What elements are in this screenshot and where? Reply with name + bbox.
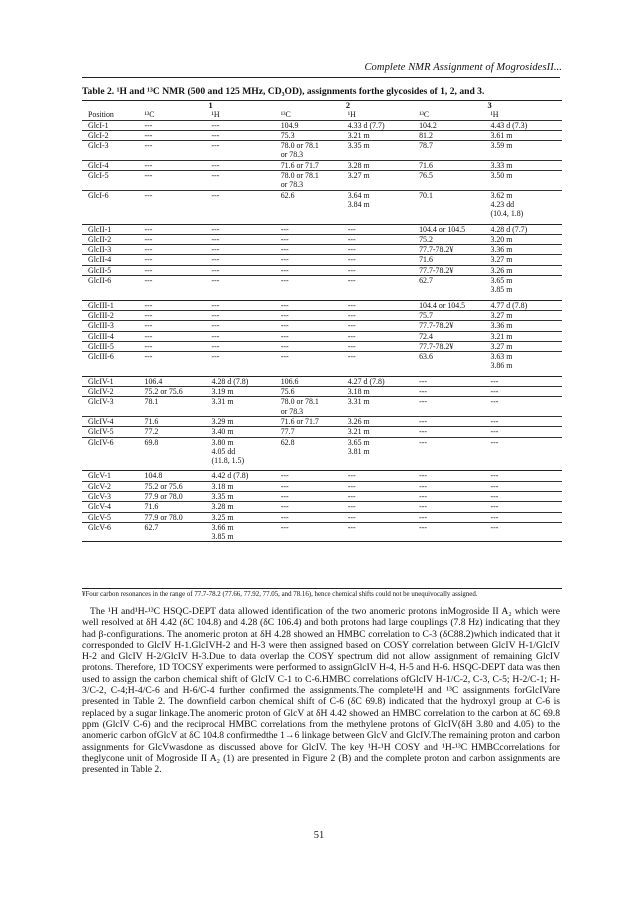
cell-h-1: --- bbox=[210, 300, 279, 310]
cell-c-1: 71.6 bbox=[143, 416, 210, 426]
cell-h-3: --- bbox=[488, 491, 562, 501]
cell-position: GlcIII-5 bbox=[82, 341, 143, 351]
cell-c-1: 75.2 or 75.6 bbox=[143, 481, 210, 491]
cell-position: GlcI-6 bbox=[82, 190, 143, 218]
table-row bbox=[82, 141, 562, 161]
table-row bbox=[82, 522, 562, 542]
cell-h-3: 3.36 m bbox=[488, 245, 562, 255]
table-row bbox=[82, 397, 562, 417]
cell-c-3: --- bbox=[417, 481, 488, 491]
cell-c-1: --- bbox=[143, 310, 210, 320]
cell-c-1: 104.8 bbox=[143, 471, 210, 481]
cell-position: GlcIV-3 bbox=[82, 397, 143, 417]
cell-h-2: 3.65 m 3.81 m bbox=[346, 437, 417, 465]
table-row bbox=[82, 321, 562, 331]
cell-c-1: --- bbox=[143, 352, 210, 371]
column-header-h-1: ¹H bbox=[211, 110, 220, 120]
cell-h-3: 3.59 m bbox=[488, 141, 562, 161]
cell-c-1: --- bbox=[143, 130, 210, 140]
cell-c-3: 77.7-78.2¥ bbox=[417, 265, 488, 275]
cell-c-1: 62.7 bbox=[143, 522, 210, 542]
cell-c-3: 75.2 bbox=[417, 234, 488, 244]
cell-position: GlcII-6 bbox=[82, 276, 143, 295]
table-row bbox=[82, 265, 562, 275]
cell-c-3: --- bbox=[417, 376, 488, 386]
cell-h-1: --- bbox=[210, 234, 279, 244]
table-row bbox=[82, 276, 562, 295]
cell-h-1: --- bbox=[210, 321, 279, 331]
cell-h-2: --- bbox=[346, 276, 417, 295]
cell-c-1: --- bbox=[143, 141, 210, 161]
cell-h-3: 3.27 m bbox=[488, 341, 562, 351]
cell-position: GlcI-1 bbox=[82, 120, 143, 130]
table-row bbox=[82, 255, 562, 265]
cell-c-3: 81.2 bbox=[417, 130, 488, 140]
nmr-table bbox=[82, 100, 562, 542]
group-header-1: 1 bbox=[208, 101, 213, 110]
cell-h-1: --- bbox=[210, 224, 279, 234]
cell-c-2: 78.0 or 78.1 or 78.3 bbox=[279, 397, 346, 417]
cell-c-2: 71.6 or 71.7 bbox=[279, 160, 346, 170]
table-row bbox=[82, 341, 562, 351]
cell-h-1: 3.66 m 3.85 m bbox=[210, 522, 279, 542]
cell-c-1: --- bbox=[143, 245, 210, 255]
table-row bbox=[82, 160, 562, 170]
cell-h-3: 3.20 m bbox=[488, 234, 562, 244]
cell-position: GlcI-4 bbox=[82, 160, 143, 170]
column-header-position: Position bbox=[88, 110, 114, 120]
cell-h-1: 3.29 m bbox=[210, 416, 279, 426]
column-header-row bbox=[82, 110, 562, 120]
cell-h-2: --- bbox=[346, 234, 417, 244]
table-row bbox=[82, 387, 562, 397]
cell-c-3: 76.5 bbox=[417, 171, 488, 191]
cell-h-1: 3.31 m bbox=[210, 397, 279, 417]
cell-h-2: --- bbox=[346, 341, 417, 351]
cell-h-1: --- bbox=[210, 120, 279, 130]
cell-c-2: --- bbox=[279, 512, 346, 522]
cell-h-1: --- bbox=[210, 190, 279, 218]
cell-c-3: 63.6 bbox=[417, 352, 488, 371]
cell-h-1: --- bbox=[210, 141, 279, 161]
cell-c-2: --- bbox=[279, 481, 346, 491]
cell-c-2: 62.8 bbox=[279, 437, 346, 465]
cell-c-3: 71.6 bbox=[417, 255, 488, 265]
cell-position: GlcV-1 bbox=[82, 471, 143, 481]
cell-h-2: --- bbox=[346, 481, 417, 491]
cell-h-1: --- bbox=[210, 276, 279, 295]
cell-c-1: 75.2 or 75.6 bbox=[143, 387, 210, 397]
table-caption: Table 2. ¹H and ¹³C NMR (500 and 125 MHz, CD₃OD), assignments forthe glycosides of 1, 2, and 3. bbox=[82, 86, 485, 97]
cell-c-1: 69.8 bbox=[143, 437, 210, 465]
cell-h-2: --- bbox=[346, 352, 417, 371]
cell-c-1: 77.9 or 78.0 bbox=[143, 512, 210, 522]
cell-h-2: --- bbox=[346, 502, 417, 512]
cell-position: GlcII-2 bbox=[82, 234, 143, 244]
column-header-c-1: ¹³C bbox=[144, 110, 155, 120]
cell-position: GlcIII-3 bbox=[82, 321, 143, 331]
cell-h-1: 3.18 m bbox=[210, 481, 279, 491]
table-row bbox=[82, 481, 562, 491]
column-header-c-2: ¹³C bbox=[280, 110, 291, 120]
cell-position: GlcIV-2 bbox=[82, 387, 143, 397]
cell-c-2: 77.7 bbox=[279, 427, 346, 437]
cell-c-3: 104.2 bbox=[417, 120, 488, 130]
cell-c-2: --- bbox=[279, 255, 346, 265]
cell-c-2: --- bbox=[279, 341, 346, 351]
cell-c-3: --- bbox=[417, 397, 488, 417]
cell-h-3: 3.27 m bbox=[488, 255, 562, 265]
cell-h-1: --- bbox=[210, 160, 279, 170]
group-spacer bbox=[82, 101, 143, 111]
cell-c-3: --- bbox=[417, 502, 488, 512]
cell-c-1: --- bbox=[143, 224, 210, 234]
cell-h-1: 3.35 m bbox=[210, 491, 279, 501]
table-row bbox=[82, 171, 562, 191]
cell-h-2: 4.33 d (7.7) bbox=[346, 120, 417, 130]
cell-c-1: --- bbox=[143, 120, 210, 130]
cell-c-2: --- bbox=[279, 471, 346, 481]
cell-h-2: 3.21 m bbox=[346, 427, 417, 437]
group-header-2: 2 bbox=[345, 101, 350, 110]
cell-c-2: --- bbox=[279, 234, 346, 244]
cell-c-3: --- bbox=[417, 491, 488, 501]
cell-h-1: 3.28 m bbox=[210, 502, 279, 512]
cell-h-2: --- bbox=[346, 321, 417, 331]
cell-h-3: --- bbox=[488, 397, 562, 417]
page-number: 51 bbox=[313, 830, 325, 841]
cell-position: GlcIII-1 bbox=[82, 300, 143, 310]
cell-h-2: 3.35 m bbox=[346, 141, 417, 161]
cell-h-2: 4.27 d (7.8) bbox=[346, 376, 417, 386]
cell-h-2: 3.18 m bbox=[346, 387, 417, 397]
table-row bbox=[82, 130, 562, 140]
cell-h-2: 3.26 m bbox=[346, 416, 417, 426]
cell-h-1: 4.28 d (7.8) bbox=[210, 376, 279, 386]
cell-c-2: 78.0 or 78.1 or 78.3 bbox=[279, 171, 346, 191]
cell-c-3: --- bbox=[417, 522, 488, 542]
cell-c-3: --- bbox=[417, 387, 488, 397]
cell-c-1: 71.6 bbox=[143, 502, 210, 512]
cell-h-3: 4.43 d (7.3) bbox=[488, 120, 562, 130]
table-row bbox=[82, 190, 562, 218]
cell-c-2: 75.6 bbox=[279, 387, 346, 397]
table-row bbox=[82, 310, 562, 320]
table-footnote: ¥Four carbon resonances in the range of 77.7-78.2 (77.66, 77.92, 77.05, and 78.16), hence chemical shifts could not be unequivocally assigned. bbox=[82, 588, 562, 599]
cell-h-2: 3.64 m 3.84 m bbox=[346, 190, 417, 218]
table-row bbox=[82, 120, 562, 130]
cell-c-2: --- bbox=[279, 310, 346, 320]
cell-h-1: --- bbox=[210, 331, 279, 341]
cell-h-3: 3.61 m bbox=[488, 130, 562, 140]
cell-c-3: 104.4 or 104.5 bbox=[417, 224, 488, 234]
cell-h-2: --- bbox=[346, 522, 417, 542]
cell-c-1: --- bbox=[143, 276, 210, 295]
cell-h-3: 3.33 m bbox=[488, 160, 562, 170]
cell-c-1: 106.4 bbox=[143, 376, 210, 386]
cell-h-2: --- bbox=[346, 512, 417, 522]
cell-h-3: --- bbox=[488, 481, 562, 491]
group-header-3: 3 bbox=[487, 101, 492, 110]
cell-h-1: 3.25 m bbox=[210, 512, 279, 522]
cell-position: GlcIV-6 bbox=[82, 437, 143, 465]
cell-c-3: 104.4 or 104.5 bbox=[417, 300, 488, 310]
table-row bbox=[82, 471, 562, 481]
cell-h-2: --- bbox=[346, 471, 417, 481]
cell-c-3: --- bbox=[417, 512, 488, 522]
nmr-table-container bbox=[82, 100, 562, 542]
cell-c-3: --- bbox=[417, 471, 488, 481]
cell-c-2: --- bbox=[279, 502, 346, 512]
cell-c-2: 75.3 bbox=[279, 130, 346, 140]
cell-c-2: --- bbox=[279, 352, 346, 371]
cell-h-1: --- bbox=[210, 171, 279, 191]
cell-c-2: --- bbox=[279, 491, 346, 501]
column-header-c-3: ¹³C bbox=[419, 110, 430, 120]
table-row bbox=[82, 300, 562, 310]
running-header: Complete NMR Assignment of MogrosidesII... bbox=[364, 62, 562, 73]
cell-h-3: 4.28 d (7.7) bbox=[488, 224, 562, 234]
cell-h-3: 3.36 m bbox=[488, 321, 562, 331]
cell-position: GlcII-1 bbox=[82, 224, 143, 234]
cell-c-1: --- bbox=[143, 300, 210, 310]
cell-h-3: --- bbox=[488, 437, 562, 465]
cell-h-3: 4.77 d (7.8) bbox=[488, 300, 562, 310]
cell-h-1: 3.40 m bbox=[210, 427, 279, 437]
cell-h-2: 3.28 m bbox=[346, 160, 417, 170]
cell-position: GlcIII-2 bbox=[82, 310, 143, 320]
cell-position: GlcIV-1 bbox=[82, 376, 143, 386]
cell-position: GlcIII-6 bbox=[82, 352, 143, 371]
table-row bbox=[82, 437, 562, 465]
cell-c-2: 62.6 bbox=[279, 190, 346, 218]
cell-c-3: --- bbox=[417, 427, 488, 437]
cell-position: GlcI-2 bbox=[82, 130, 143, 140]
cell-position: GlcII-5 bbox=[82, 265, 143, 275]
header-rule bbox=[82, 77, 560, 78]
table-body bbox=[82, 120, 562, 542]
cell-h-1: 4.42 d (7.8) bbox=[210, 471, 279, 481]
cell-c-1: --- bbox=[143, 255, 210, 265]
cell-c-1: --- bbox=[143, 190, 210, 218]
cell-c-2: --- bbox=[279, 331, 346, 341]
cell-c-3: 75.7 bbox=[417, 310, 488, 320]
cell-h-3: 3.26 m bbox=[488, 265, 562, 275]
cell-c-3: --- bbox=[417, 416, 488, 426]
cell-c-2: 71.6 or 71.7 bbox=[279, 416, 346, 426]
cell-c-1: 77.9 or 78.0 bbox=[143, 491, 210, 501]
cell-position: GlcII-4 bbox=[82, 255, 143, 265]
cell-h-3: 3.63 m 3.86 m bbox=[488, 352, 562, 371]
cell-h-2: --- bbox=[346, 331, 417, 341]
cell-h-3: 3.50 m bbox=[488, 171, 562, 191]
table-row bbox=[82, 331, 562, 341]
cell-c-1: --- bbox=[143, 171, 210, 191]
cell-h-1: 3.80 m 4.05 dd (11.8, 1.5) bbox=[210, 437, 279, 465]
cell-h-3: 3.62 m 4.23 dd (10.4, 1.8) bbox=[488, 190, 562, 218]
cell-c-3: 70.1 bbox=[417, 190, 488, 218]
cell-position: GlcIII-4 bbox=[82, 331, 143, 341]
cell-h-2: --- bbox=[346, 255, 417, 265]
cell-h-2: --- bbox=[346, 310, 417, 320]
cell-h-3: --- bbox=[488, 376, 562, 386]
cell-c-3: 77.7-78.2¥ bbox=[417, 245, 488, 255]
cell-c-3: 62.7 bbox=[417, 276, 488, 295]
table-row bbox=[82, 224, 562, 234]
table-row bbox=[82, 502, 562, 512]
cell-c-3: 77.7-78.2¥ bbox=[417, 321, 488, 331]
cell-c-1: 78.1 bbox=[143, 397, 210, 417]
cell-c-3: 78.7 bbox=[417, 141, 488, 161]
cell-h-1: --- bbox=[210, 310, 279, 320]
cell-c-1: 77.2 bbox=[143, 427, 210, 437]
cell-c-1: --- bbox=[143, 265, 210, 275]
cell-c-2: --- bbox=[279, 224, 346, 234]
cell-h-3: --- bbox=[488, 522, 562, 542]
cell-c-3: 77.7-78.2¥ bbox=[417, 341, 488, 351]
table-row bbox=[82, 234, 562, 244]
cell-position: GlcV-6 bbox=[82, 522, 143, 542]
cell-c-1: --- bbox=[143, 234, 210, 244]
cell-c-1: --- bbox=[143, 160, 210, 170]
table-row bbox=[82, 512, 562, 522]
cell-h-1: --- bbox=[210, 352, 279, 371]
cell-c-2: 78.0 or 78.1 or 78.3 bbox=[279, 141, 346, 161]
cell-h-2: --- bbox=[346, 265, 417, 275]
cell-h-1: --- bbox=[210, 255, 279, 265]
table-row bbox=[82, 427, 562, 437]
cell-h-1: 3.19 m bbox=[210, 387, 279, 397]
table-row bbox=[82, 245, 562, 255]
column-header-h-3: ¹H bbox=[490, 110, 499, 120]
cell-h-2: --- bbox=[346, 491, 417, 501]
cell-c-2: 104.9 bbox=[279, 120, 346, 130]
body-paragraph: The ¹H and¹H-¹³C HSQC-DEPT data allowed identification of the two anomeric protons inMogroside II A₂ which were well resolved at δH 4.42 (δC 104.8) and 4.28 (δC 106.4) and both protons had large couplings (7.8 Hz) indicating that they had β-configurations. The anomeric proton at δH 4.28 showed an HMBC correlation to C-3 (δC88.2)which indicated that it corresponded to GlcIV H-1.GlcIVH-2 and H-3 were then assigned based on COSY correlation between GlcIV H-1/GlcIV H-2 and GlcIV H-2/GlcIV H-3.Due to data overlap the COSY spectrum did not allow assignment of remaining GlcIV protons. Therefore, 1D TOCSY experiments were performed to assignGlcIV H-4, H-5 and H-6. HSQC-DEPT data was then used to assign the carbon chemical shift of GlcIV C-1 to C-6.HMBC correlations ofGlcIV H-1/C-2, C-3, C-5; H-2/C-1; H-3/C-2, C-4;H-4/C-6 and H-6/C-4 further confirmed the assignments.The complete¹H and ¹³C assignments forGlcIVare presented in Table 2. The downfield carbon chemical shift of C-6 (δC 69.8) indicated that the hydroxyl group at C-6 is replaced by a sugar linkage.The anomeric proton of GlcV at δH 4.42 showed an HMBC correlation to the carbon at δC 69.8 ppm (GlcIV C-6) and the reciprocal HMBC correlations from the methylene protons of GlcIV(δH 3.80 and 4.05) to the anomeric carbon ofGlcV at δC 104.8 confirmedthe 1→6 linkage between GlcV and GlcIV.The remaining proton and carbon assignments for GlcVwasdone as discussed above for GlcIV. The key ¹H-¹H COSY and ¹H-¹³C HMBCcorrelations for theglycone unit of Mogroside II A₂ (1) are presented in Figure 2 (B) and the complete proton and carbon assignments are presented in Table 2. bbox=[82, 606, 560, 776]
cell-h-2: --- bbox=[346, 245, 417, 255]
column-header-h-2: ¹H bbox=[347, 110, 356, 120]
cell-c-2: --- bbox=[279, 300, 346, 310]
table-row bbox=[82, 376, 562, 386]
cell-c-2: 106.6 bbox=[279, 376, 346, 386]
cell-c-1: --- bbox=[143, 341, 210, 351]
cell-position: GlcI-5 bbox=[82, 171, 143, 191]
cell-h-2: 3.27 m bbox=[346, 171, 417, 191]
table-row bbox=[82, 352, 562, 371]
cell-c-3: 72.4 bbox=[417, 331, 488, 341]
cell-h-2: --- bbox=[346, 224, 417, 234]
cell-h-2: --- bbox=[346, 300, 417, 310]
body-text bbox=[82, 606, 560, 775]
cell-position: GlcIV-4 bbox=[82, 416, 143, 426]
cell-position: GlcII-3 bbox=[82, 245, 143, 255]
cell-h-3: --- bbox=[488, 502, 562, 512]
cell-c-3: 71.6 bbox=[417, 160, 488, 170]
cell-position: GlcIV-5 bbox=[82, 427, 143, 437]
cell-position: GlcV-2 bbox=[82, 481, 143, 491]
cell-h-3: --- bbox=[488, 471, 562, 481]
cell-c-2: --- bbox=[279, 276, 346, 295]
cell-position: GlcI-3 bbox=[82, 141, 143, 161]
table-row bbox=[82, 491, 562, 501]
cell-h-1: --- bbox=[210, 341, 279, 351]
cell-c-1: --- bbox=[143, 321, 210, 331]
cell-c-2: --- bbox=[279, 321, 346, 331]
cell-c-1: --- bbox=[143, 331, 210, 341]
cell-c-2: --- bbox=[279, 265, 346, 275]
cell-position: GlcV-4 bbox=[82, 502, 143, 512]
cell-h-3: 3.65 m 3.85 m bbox=[488, 276, 562, 295]
cell-h-3: --- bbox=[488, 427, 562, 437]
table-row bbox=[82, 416, 562, 426]
cell-h-3: 3.21 m bbox=[488, 331, 562, 341]
cell-h-1: --- bbox=[210, 245, 279, 255]
cell-position: GlcV-3 bbox=[82, 491, 143, 501]
cell-h-3: --- bbox=[488, 416, 562, 426]
cell-h-3: 3.27 m bbox=[488, 310, 562, 320]
cell-c-2: --- bbox=[279, 245, 346, 255]
cell-c-2: --- bbox=[279, 522, 346, 542]
cell-h-2: 3.21 m bbox=[346, 130, 417, 140]
cell-h-2: 3.31 m bbox=[346, 397, 417, 417]
cell-h-3: --- bbox=[488, 387, 562, 397]
cell-h-1: --- bbox=[210, 265, 279, 275]
cell-c-3: --- bbox=[417, 437, 488, 465]
cell-position: GlcV-5 bbox=[82, 512, 143, 522]
cell-h-1: --- bbox=[210, 130, 279, 140]
cell-h-3: --- bbox=[488, 512, 562, 522]
